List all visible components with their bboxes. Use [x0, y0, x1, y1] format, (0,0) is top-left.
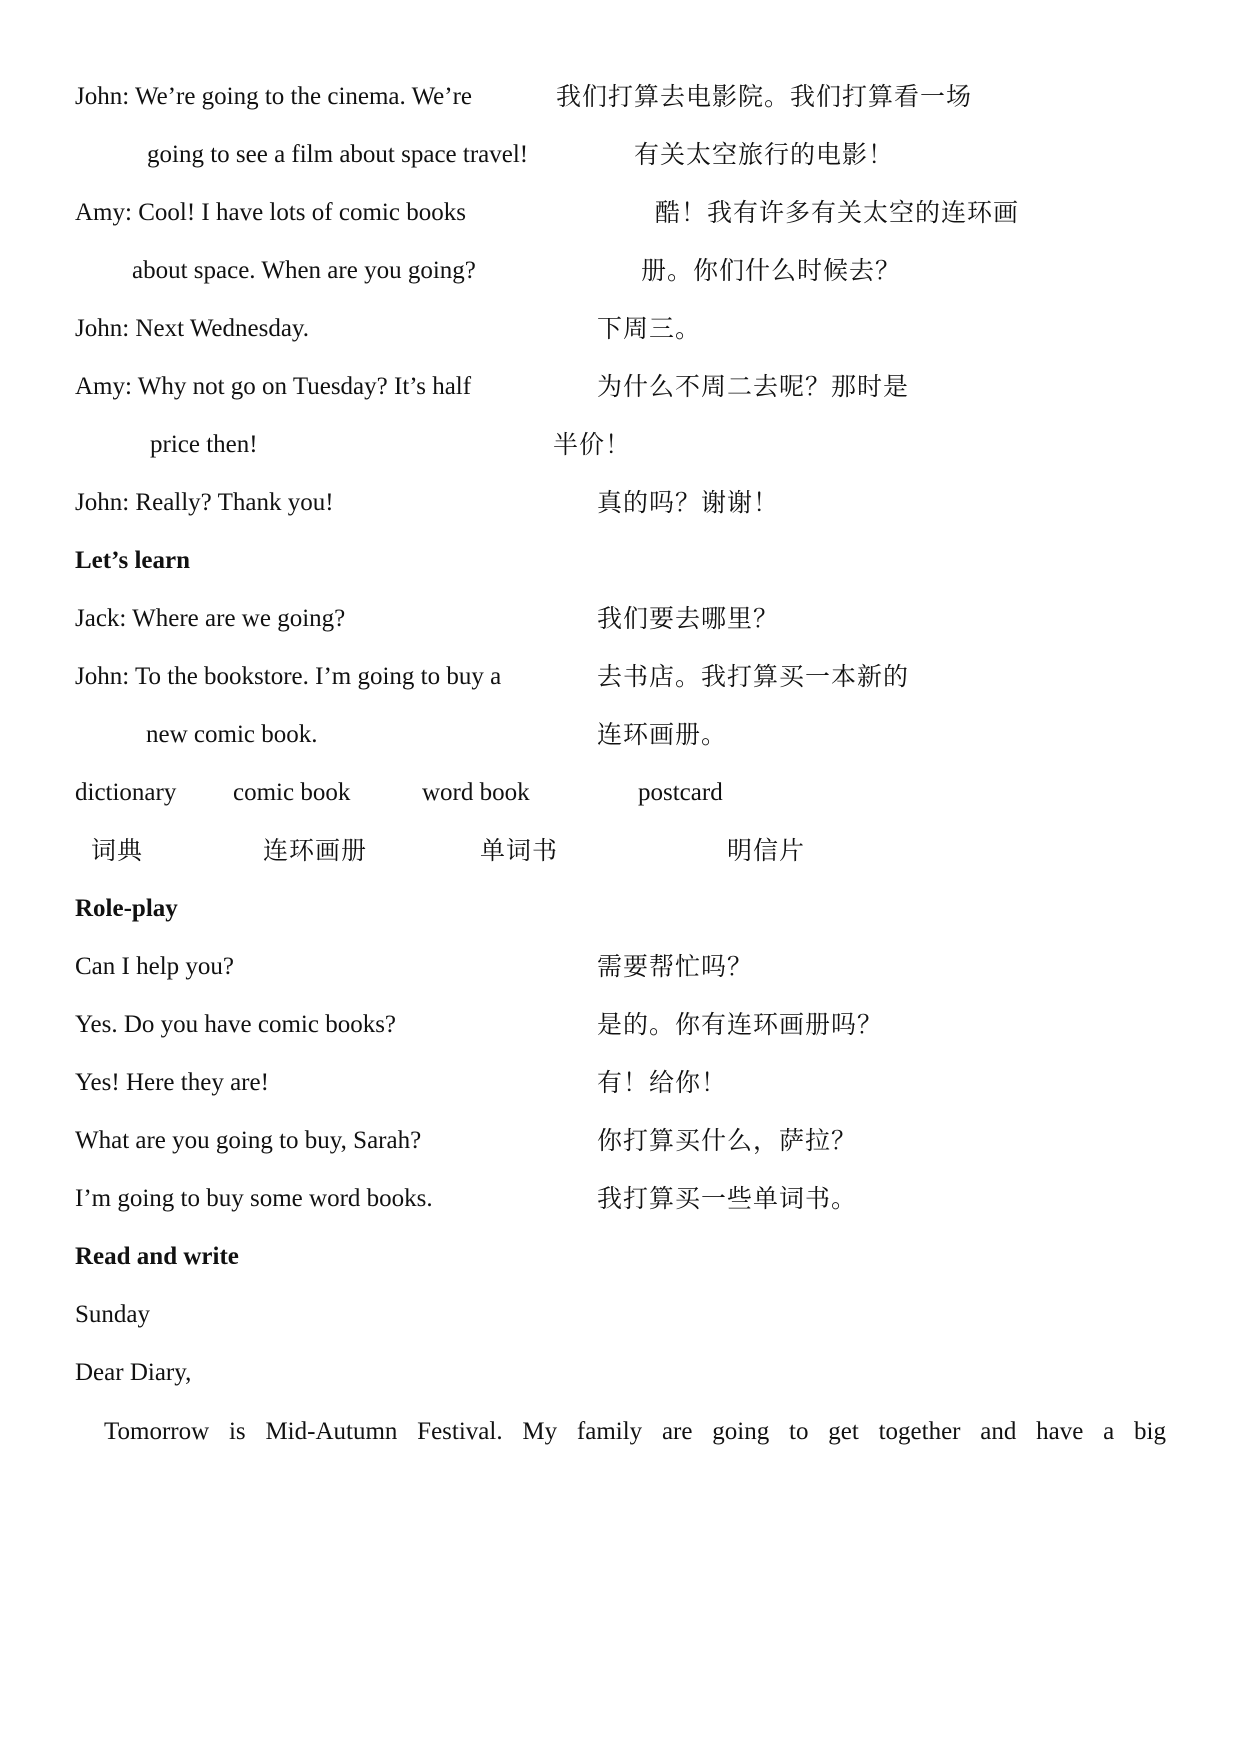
dialogue-line-zh: 真的吗？谢谢！: [597, 488, 780, 517]
dialogue-line-en: price then!: [150, 431, 258, 458]
vocab-word-en: word book: [422, 779, 530, 806]
vocab-word-zh: 词典: [91, 836, 144, 865]
dialogue-line-zh: 连环画册。: [597, 720, 728, 749]
dialogue-line-en: going to see a film about space travel!: [147, 141, 529, 168]
dialogue-line-zh: 我打算买一些单词书。: [597, 1184, 858, 1213]
dialogue-line-en: John: To the bookstore. I’m going to buy a: [75, 663, 502, 690]
dialogue-line-en: Can I help you?: [75, 953, 234, 980]
dialogue-line-zh: 我们要去哪里？: [597, 604, 780, 633]
dialogue-line-zh: 去书店。我打算买一本新的: [597, 662, 910, 691]
dialogue-line-en: John: Really? Thank you!: [75, 489, 334, 516]
dialogue-line-en: Yes! Here they are!: [75, 1069, 269, 1096]
dialogue-line-en: What are you going to buy, Sarah?: [75, 1127, 422, 1154]
dialogue-line-zh: 我们打算去电影院。我们打算看一场: [556, 82, 973, 111]
dialogue-line-zh: 半价！: [553, 430, 632, 459]
dialogue-line-zh: 有关太空旅行的电影！: [634, 140, 895, 169]
vocab-word-zh: 连环画册: [263, 836, 368, 865]
dialogue-line-en: about space. When are you going?: [132, 257, 476, 284]
dialogue-line-zh: 需要帮忙吗？: [597, 952, 754, 981]
dialogue-line-en: John: Next Wednesday.: [75, 315, 310, 342]
dialogue-line-zh: 是的。你有连环画册吗？: [597, 1010, 884, 1039]
vocab-word-en: dictionary: [75, 779, 177, 806]
vocab-word-zh: 明信片: [727, 836, 806, 865]
dialogue-line-en: Jack: Where are we going?: [75, 605, 346, 632]
dialogue-line-zh: 下周三。: [597, 314, 702, 343]
diary-greeting: Dear Diary,: [75, 1359, 192, 1386]
dialogue-line-zh: 有！给你！: [597, 1068, 728, 1097]
dialogue-line-en: Yes. Do you have comic books?: [75, 1011, 397, 1038]
diary-paragraph: Tomorrow is Mid-Autumn Festival. My family are going to get together and have a big: [104, 1418, 1166, 1445]
dialogue-line-en: Amy: Cool! I have lots of comic books: [75, 199, 466, 226]
dialogue-line-en: I’m going to buy some word books.: [75, 1185, 433, 1212]
section-heading-lets-learn: Let’s learn: [75, 547, 191, 574]
dialogue-line-zh: 你打算买什么，萨拉？: [597, 1126, 858, 1155]
dialogue-line-zh: 册。你们什么时候去？: [641, 256, 902, 285]
vocab-word-en: postcard: [638, 779, 723, 806]
dialogue-line-zh: 酷！我有许多有关太空的连环画: [655, 198, 1020, 227]
dialogue-line-zh: 为什么不周二去呢？那时是: [597, 372, 910, 401]
vocab-word-en: comic book: [233, 779, 351, 806]
dialogue-line-en: John: We’re going to the cinema. We’re: [75, 83, 473, 110]
section-heading-role-play: Role-play: [75, 895, 178, 922]
dialogue-line-en: Amy: Why not go on Tuesday? It’s half: [75, 373, 472, 400]
section-heading-read-and-write: Read and write: [75, 1243, 239, 1270]
dialogue-line-en: new comic book.: [146, 721, 318, 748]
vocab-word-zh: 单词书: [480, 836, 559, 865]
diary-day: Sunday: [75, 1301, 150, 1328]
